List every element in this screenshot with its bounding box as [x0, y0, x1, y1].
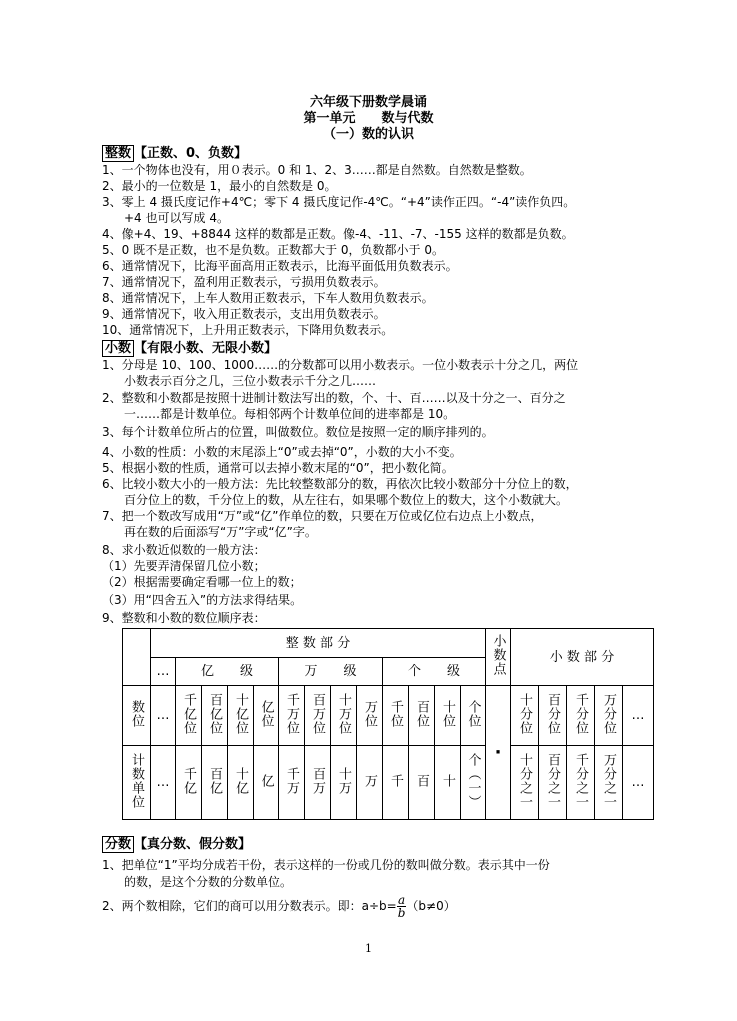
- counting-unit-cell: 十亿: [228, 746, 254, 820]
- decimal-place-cell: 百分位: [539, 686, 567, 746]
- counting-unit-cell: 十万: [331, 746, 357, 820]
- digit-place-cell: 千位: [383, 686, 409, 746]
- digit-place-cell: 十万位: [331, 686, 357, 746]
- ellipsis-cell: …: [623, 746, 654, 820]
- section-tag: 整数: [102, 145, 134, 162]
- list-item: 6、比较小数大小的一般方法：先比较整数部分的数，再依次比较小数部分十分位上的数，: [102, 477, 578, 491]
- row-label-digit-place: 数位: [123, 686, 151, 746]
- list-item: 3、零上 4 摄氏度记作+4℃；零下 4 摄氏度记作-4℃。“+4”读作正四。“-4”读作负四。: [102, 195, 576, 209]
- digit-place-cell: 个位: [461, 686, 486, 746]
- fraction-section-heading: [102, 836, 251, 854]
- decimal-point-header: 小数点: [486, 629, 511, 686]
- counting-unit-cell: 百: [409, 746, 435, 820]
- counting-unit-cell: 亿: [254, 746, 279, 820]
- decimal-part-header: 小 数 部 分: [511, 629, 654, 686]
- counting-unit-cell: 百万: [305, 746, 331, 820]
- group-yi: 亿 级: [176, 658, 279, 686]
- list-item: 4、像+4、19、+8844 这样的数都是正数。像-4、-11、-7、-155 这样的数都是负数。: [102, 227, 574, 241]
- section-title: 【有限小数、无限小数】: [134, 341, 278, 356]
- counting-unit-cell: 千亿: [176, 746, 202, 820]
- fraction-numerator: a: [397, 893, 406, 907]
- group-wan: 万 级: [279, 658, 383, 686]
- counting-unit-cell: 千: [383, 746, 409, 820]
- counting-unit-cell: 万: [357, 746, 383, 820]
- list-item: （2）根据需要确定看哪一位上的数；: [102, 575, 302, 589]
- list-item: （3）用“四舍五入”的方法求得结果。: [102, 593, 303, 607]
- page-number: 1: [365, 942, 372, 955]
- counting-unit-cell: 个（一）: [461, 746, 486, 820]
- list-item-continuation: 小数表示百分之几，三位小数表示千分之几……: [124, 374, 377, 388]
- decimal-unit-cell: 百分之一: [539, 746, 567, 820]
- digit-place-cell: 百万位: [305, 686, 331, 746]
- digit-place-cell: 千亿位: [176, 686, 202, 746]
- digit-place-cell: 万位: [357, 686, 383, 746]
- decimal-place-cell: 千分位: [567, 686, 595, 746]
- list-item: 5、0 既不是正数，也不是负数。正数都大于 0，负数都小于 0。: [102, 243, 444, 257]
- place-value-table: [122, 628, 654, 820]
- list-item-continuation: 的数，是这个分数的分数单位。: [124, 875, 293, 889]
- integer-section-heading: [102, 145, 247, 163]
- digit-place-cell: 百位: [409, 686, 435, 746]
- list-item-continuation: 再在数的后面添写“万”字或“亿”字。: [124, 525, 317, 539]
- list-item-continuation: 百分位上的数，千分位上的数，从左往右，如果哪个数位上的数大，这个小数就大。: [124, 493, 569, 507]
- digit-place-cell: 百亿位: [202, 686, 228, 746]
- list-item: 7、把一个数改写成用“万”或“亿”作单位的数，只要在万位或亿位右边点上小数点，: [102, 509, 543, 523]
- list-item-continuation: +4 也可以写成 4。: [124, 211, 229, 225]
- list-item: 1、分母是 10、100、1000……的分数都可以用小数表示。一位小数表示十分之几，两位: [102, 358, 579, 372]
- row-label-counting-unit: 计数单位: [123, 746, 151, 820]
- list-item: 7、通常情况下，盈利用正数表示，亏损用负数表示。: [102, 275, 386, 289]
- digit-place-cell: 十位: [435, 686, 461, 746]
- list-item: 6、通常情况下，比海平面高用正数表示，比海平面低用负数表示。: [102, 259, 458, 273]
- formula-text: 2、两个数相除，它们的商可以用分数表示。即：a÷b=: [102, 899, 397, 913]
- decimal-point-dot: ·: [486, 686, 511, 820]
- section-title: 【正数、0、负数】: [134, 146, 248, 161]
- list-item: 10、通常情况下，上升用正数表示，下降用负数表示。: [102, 323, 394, 337]
- list-item: [102, 894, 662, 919]
- list-item: 2、最小的一位数是 1，最小的自然数是 0。: [102, 179, 337, 193]
- list-item: 1、一个物体也没有，用０表示。0 和 1、2、3……都是自然数。自然数是整数。: [102, 163, 532, 177]
- decimal-unit-cell: 千分之一: [567, 746, 595, 820]
- ellipsis-cell: …: [623, 686, 654, 746]
- list-item: 8、求小数近似数的一般方法：: [102, 543, 266, 557]
- section-title: 【真分数、假分数】: [134, 837, 252, 852]
- counting-unit-cell: 千万: [279, 746, 305, 820]
- list-item: （1）先要弄清保留几位小数；: [102, 559, 266, 573]
- integer-part-header: 整 数 部 分: [151, 629, 486, 658]
- ellipsis-cell: …: [151, 658, 176, 686]
- subunit-heading: （一）数的认识: [322, 127, 414, 142]
- decimal-section-heading: [102, 340, 277, 358]
- fraction-denominator: b: [397, 906, 406, 920]
- ellipsis-cell: …: [151, 686, 176, 746]
- decimal-unit-cell: 万分之一: [595, 746, 623, 820]
- unit-heading: 第一单元 数与代数: [303, 111, 434, 126]
- decimal-unit-cell: 十分之一: [511, 746, 539, 820]
- counting-unit-cell: 十: [435, 746, 461, 820]
- section-tag: 分数: [102, 836, 134, 853]
- formula-condition: （b≠0）: [406, 899, 456, 913]
- counting-unit-cell: 百亿: [202, 746, 228, 820]
- list-item: 8、通常情况下，上车人数用正数表示，下车人数用负数表示。: [102, 291, 434, 305]
- group-ge: 个 级: [383, 658, 486, 686]
- ellipsis-cell: …: [151, 746, 176, 820]
- fraction-formula: [397, 894, 407, 919]
- table-corner: [123, 629, 151, 686]
- decimal-place-cell: 万分位: [595, 686, 623, 746]
- list-item: 1、把单位“1”平均分成若干份，表示这样的一份或几份的数叫做分数。表示其中一份: [102, 858, 550, 872]
- digit-place-cell: 千万位: [279, 686, 305, 746]
- digit-place-cell: 十亿位: [228, 686, 254, 746]
- digit-place-cell: 亿位: [254, 686, 279, 746]
- list-item: 4、小数的性质：小数的末尾添上“0”或去掉“0”，小数的大小不变。: [102, 445, 462, 459]
- list-item: 5、根据小数的性质，通常可以去掉小数末尾的“0”，把小数化简。: [102, 461, 454, 475]
- document-title: 六年级下册数学晨诵: [309, 95, 427, 110]
- list-item: 9、整数和小数的数位顺序表：: [102, 611, 266, 625]
- list-item-continuation: 一……都是计数单位。每相邻两个计数单位间的进率都是 10。: [124, 407, 456, 421]
- section-tag: 小数: [102, 340, 134, 357]
- list-item: 3、每个计数单位所占的位置，叫做数位。数位是按照一定的顺序排列的。: [102, 425, 494, 439]
- decimal-place-cell: 十分位: [511, 686, 539, 746]
- list-item: 9、通常情况下，收入用正数表示，支出用负数表示。: [102, 307, 386, 321]
- list-item: 2、整数和小数都是按照十进制计数法写出的数，个、十、百……以及十分之一、百分之: [102, 391, 566, 405]
